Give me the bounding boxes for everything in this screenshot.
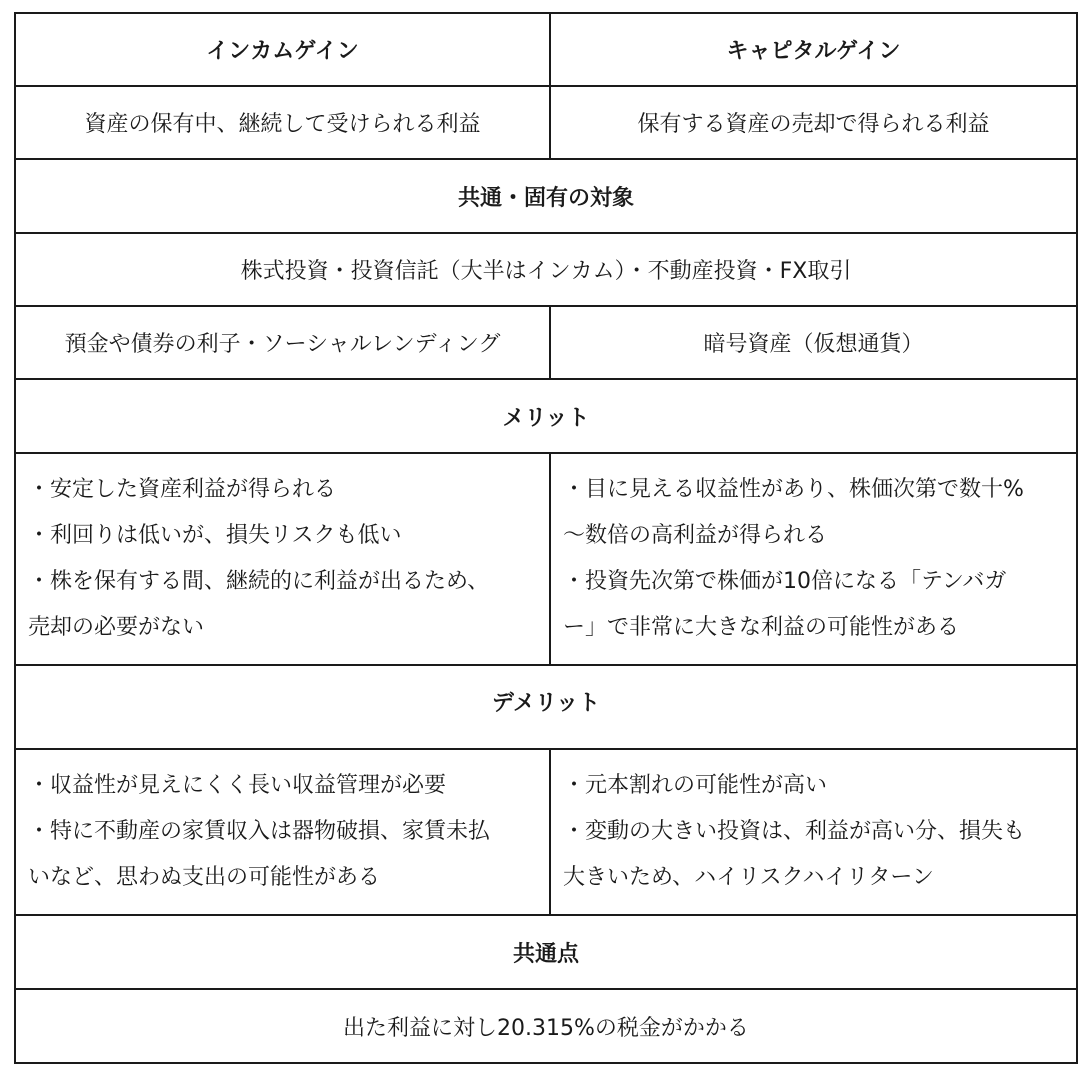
- definition-capital-gain: 保有する資産の売却で得られる利益: [550, 86, 1077, 159]
- definition-income-gain: 資産の保有中、継続して受けられる利益: [15, 86, 550, 159]
- merits-capital-line: ～数倍の高利益が得られる: [563, 523, 828, 548]
- demerits-heading-row: [15, 665, 1077, 749]
- demerits-capital-gain: [550, 749, 1077, 915]
- merits-income-line: 売却の必要がない: [28, 615, 205, 640]
- merits-heading: メリット: [15, 379, 1077, 453]
- targets-specific-row: [15, 306, 1077, 379]
- demerits-income-line: ・特に不動産の家賃収入は器物破損、家賃未払: [28, 819, 491, 844]
- commonality-heading-row: [15, 915, 1077, 989]
- targets-heading-row: [15, 159, 1077, 233]
- demerits-income-gain: [15, 749, 550, 915]
- demerits-row: [15, 749, 1077, 915]
- merits-heading-row: [15, 379, 1077, 453]
- merits-income-line: ・安定した資産利益が得られる: [28, 477, 337, 502]
- targets-capital-gain: 暗号資産（仮想通貨）: [550, 306, 1077, 379]
- demerits-capital-line: ・元本割れの可能性が高い: [563, 773, 828, 798]
- header-capital-gain: キャピタルゲイン: [550, 13, 1077, 86]
- merits-capital-line: ・目に見える収益性があり、株価次第で数十%: [563, 477, 1024, 502]
- header-income-gain: インカムゲイン: [15, 13, 550, 86]
- merits-income-line: ・利回りは低いが、損失リスクも低い: [28, 523, 402, 548]
- merits-income-gain: [15, 453, 550, 665]
- demerits-heading: デメリット: [15, 665, 1077, 749]
- merits-capital-line: ー」で非常に大きな利益の可能性がある: [563, 615, 960, 640]
- commonality-row: [15, 989, 1077, 1063]
- header-row: [15, 13, 1077, 86]
- demerits-income-line: ・収益性が見えにくく長い収益管理が必要: [28, 773, 447, 798]
- demerits-capital-line: ・変動の大きい投資は、利益が高い分、損失も: [563, 819, 1026, 844]
- targets-heading: 共通・固有の対象: [15, 159, 1077, 233]
- merits-income-line: ・株を保有する間、継続的に利益が出るため、: [28, 569, 490, 594]
- merits-row: [15, 453, 1077, 665]
- targets-common-row: [15, 233, 1077, 306]
- targets-common: 株式投資・投資信託（大半はインカム）・不動産投資・FX取引: [15, 233, 1077, 306]
- targets-income-gain: 預金や債券の利子・ソーシャルレンディング: [15, 306, 550, 379]
- merits-capital-gain: [550, 453, 1077, 665]
- comparison-table: [14, 12, 1078, 1064]
- commonality-text: 出た利益に対し20.315%の税金がかかる: [15, 989, 1077, 1063]
- demerits-capital-line: 大きいため、ハイリスクハイリターン: [563, 865, 934, 890]
- demerits-income-line: いなど、思わぬ支出の可能性がある: [28, 865, 381, 890]
- commonality-heading: 共通点: [15, 915, 1077, 989]
- definition-row: [15, 86, 1077, 159]
- merits-capital-line: ・投資先次第で株価が10倍になる「テンバガ: [563, 569, 1007, 594]
